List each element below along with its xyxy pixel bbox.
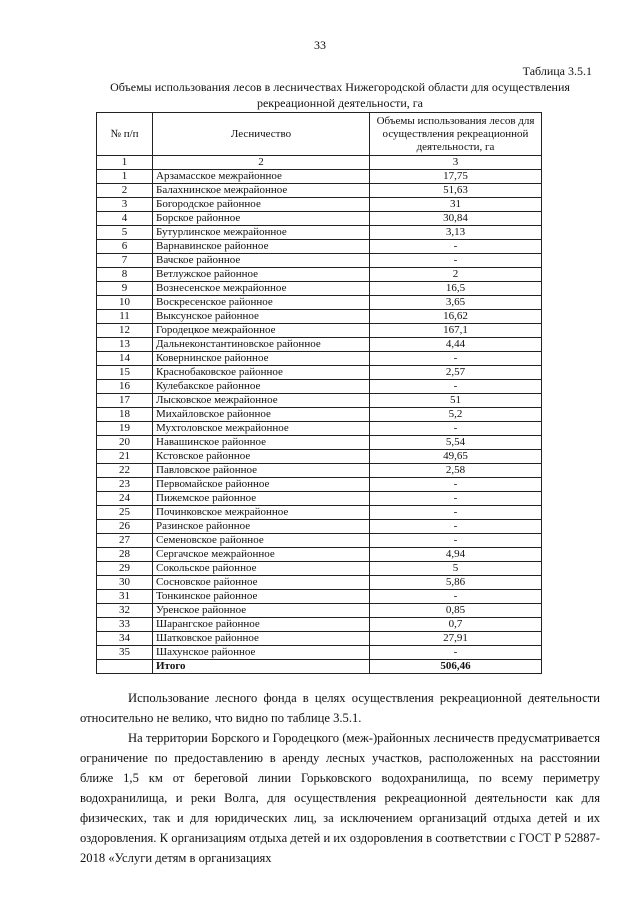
paragraph: На территории Борского и Городецкого (меж-)районных лесничеств предусматривается ограничение по предоставлению в аренду лесных участков, расположенных на расстоянии ближе 1,5 км от береговой линии Горьковского водохранилища, по всему периметру водохранилища, и реки Волга, для осуществления рекреационной деятельности как для физических, так и для юридических лиц, за исключением организаций отдыха детей и их оздоровления. К организациям отдыха детей и их оздоровления в соответствии с ГОСТ Р 52887-2018 «Услуги детям в организациях: [80, 731, 600, 865]
page-number: 33: [314, 38, 326, 52]
forestry-name: Тонкинское районное: [153, 590, 370, 604]
table-row: [97, 310, 542, 324]
table-row: [97, 352, 542, 366]
table-row: [97, 534, 542, 548]
volume-value: 31: [370, 198, 542, 212]
row-number: 32: [97, 604, 153, 618]
column-number: 2: [153, 156, 370, 170]
forestry-name: Воскресенское районное: [153, 296, 370, 310]
row-number: 2: [97, 184, 153, 198]
column-number: 3: [370, 156, 542, 170]
total-number-cell: [97, 660, 153, 674]
table-row: [97, 240, 542, 254]
table-row: [97, 184, 542, 198]
row-number: 14: [97, 352, 153, 366]
row-number: 13: [97, 338, 153, 352]
header-number: № п/п: [97, 113, 153, 156]
table-row: [97, 548, 542, 562]
volume-value: 27,91: [370, 632, 542, 646]
table-row: [97, 464, 542, 478]
forestry-name: Балахнинское межрайонное: [153, 184, 370, 198]
table-row: [97, 226, 542, 240]
forestry-name: Краснобаковское районное: [153, 366, 370, 380]
volume-value: 51: [370, 394, 542, 408]
table-row: [97, 268, 542, 282]
forestry-name: Ковернинское районное: [153, 352, 370, 366]
table-row: [97, 254, 542, 268]
volume-value: 30,84: [370, 212, 542, 226]
table-row: [97, 408, 542, 422]
row-number: 12: [97, 324, 153, 338]
row-number: 6: [97, 240, 153, 254]
volume-value: -: [370, 478, 542, 492]
row-number: 22: [97, 464, 153, 478]
column-number: 1: [97, 156, 153, 170]
volume-value: -: [370, 520, 542, 534]
table-row: [97, 170, 542, 184]
row-number: 5: [97, 226, 153, 240]
forestry-name: Варнавинское районное: [153, 240, 370, 254]
table-row: [97, 604, 542, 618]
table-header-row: [97, 113, 542, 156]
forestry-table: [96, 112, 542, 674]
row-number: 3: [97, 198, 153, 212]
volume-value: -: [370, 492, 542, 506]
body-text: [80, 688, 600, 868]
row-number: 20: [97, 436, 153, 450]
forestry-name: Шахунское районное: [153, 646, 370, 660]
forestry-name: Уренское районное: [153, 604, 370, 618]
forestry-name: Сергачское межрайонное: [153, 548, 370, 562]
forestry-name: Арзамасское межрайонное: [153, 170, 370, 184]
table-title: Объемы использования лесов в лесничествах Нижегородской области для осуществления рекреационной деятельности, га: [110, 80, 570, 110]
row-number: 27: [97, 534, 153, 548]
forestry-name: Павловское районное: [153, 464, 370, 478]
table-row: [97, 618, 542, 632]
volume-value: -: [370, 240, 542, 254]
table-row: [97, 296, 542, 310]
forestry-name: Разинское районное: [153, 520, 370, 534]
total-value: 506,46: [370, 660, 542, 674]
forestry-name: Пижемское районное: [153, 492, 370, 506]
forestry-name: Навашинское районное: [153, 436, 370, 450]
row-number: 7: [97, 254, 153, 268]
forestry-name: Сокольское районное: [153, 562, 370, 576]
row-number: 9: [97, 282, 153, 296]
table-row: [97, 450, 542, 464]
forestry-name: Шарангское районное: [153, 618, 370, 632]
volume-value: 2,57: [370, 366, 542, 380]
forestry-name: Городецкое межрайонное: [153, 324, 370, 338]
forestry-name: Мухтоловское межрайонное: [153, 422, 370, 436]
table-row: [97, 590, 542, 604]
volume-value: 17,75: [370, 170, 542, 184]
volume-value: 16,62: [370, 310, 542, 324]
volume-value: 5,54: [370, 436, 542, 450]
row-number: 33: [97, 618, 153, 632]
row-number: 10: [97, 296, 153, 310]
column-number-row: [97, 156, 542, 170]
row-number: 4: [97, 212, 153, 226]
paragraph: Использование лесного фонда в целях осуществления рекреационной деятельности относительно не велико, что видно по таблице 3.5.1.: [80, 691, 600, 725]
volume-value: -: [370, 352, 542, 366]
table-row: [97, 324, 542, 338]
row-number: 24: [97, 492, 153, 506]
table-row: [97, 338, 542, 352]
volume-value: 51,63: [370, 184, 542, 198]
volume-value: 3,13: [370, 226, 542, 240]
table-row: [97, 198, 542, 212]
table-row: [97, 436, 542, 450]
row-number: 8: [97, 268, 153, 282]
header-forestry: Лесничество: [153, 113, 370, 156]
volume-value: 4,44: [370, 338, 542, 352]
row-number: 19: [97, 422, 153, 436]
table-row: [97, 562, 542, 576]
table-row: [97, 478, 542, 492]
table-label: Таблица 3.5.1: [522, 64, 592, 78]
volume-value: 0,85: [370, 604, 542, 618]
forestry-name: Сосновское районное: [153, 576, 370, 590]
volume-value: 5: [370, 562, 542, 576]
row-number: 35: [97, 646, 153, 660]
forestry-name: Богородское районное: [153, 198, 370, 212]
table-row: [97, 394, 542, 408]
row-number: 25: [97, 506, 153, 520]
row-number: 15: [97, 366, 153, 380]
table-row: [97, 520, 542, 534]
total-row: [97, 660, 542, 674]
row-number: 31: [97, 590, 153, 604]
row-number: 17: [97, 394, 153, 408]
forestry-name: Дальнеконстантиновское районное: [153, 338, 370, 352]
row-number: 29: [97, 562, 153, 576]
forestry-name: Борское районное: [153, 212, 370, 226]
table-row: [97, 422, 542, 436]
forestry-name: Выксунское районное: [153, 310, 370, 324]
header-volume: Объемы использования лесов для осуществления рекреационной деятельности, га: [370, 113, 542, 156]
forestry-name: Кулебакское районное: [153, 380, 370, 394]
row-number: 28: [97, 548, 153, 562]
forestry-name: Михайловское районное: [153, 408, 370, 422]
row-number: 11: [97, 310, 153, 324]
volume-value: -: [370, 534, 542, 548]
forestry-name: Бутурлинское межрайонное: [153, 226, 370, 240]
volume-value: -: [370, 590, 542, 604]
forestry-name: Вознесенское межрайонное: [153, 282, 370, 296]
forestry-name: Вачское районное: [153, 254, 370, 268]
volume-value: 4,94: [370, 548, 542, 562]
forestry-name: Шатковское районное: [153, 632, 370, 646]
row-number: 26: [97, 520, 153, 534]
table-row: [97, 646, 542, 660]
row-number: 21: [97, 450, 153, 464]
volume-value: 49,65: [370, 450, 542, 464]
volume-value: 0,7: [370, 618, 542, 632]
forestry-name: Лысковское межрайонное: [153, 394, 370, 408]
total-label: Итого: [153, 660, 370, 674]
volume-value: 16,5: [370, 282, 542, 296]
forestry-name: Первомайское районное: [153, 478, 370, 492]
row-number: 30: [97, 576, 153, 590]
volume-value: -: [370, 380, 542, 394]
volume-value: -: [370, 422, 542, 436]
volume-value: 167,1: [370, 324, 542, 338]
volume-value: 2,58: [370, 464, 542, 478]
table-row: [97, 380, 542, 394]
table-body: [97, 170, 542, 660]
table-row: [97, 506, 542, 520]
row-number: 16: [97, 380, 153, 394]
table-row: [97, 576, 542, 590]
forestry-name: Ветлужское районное: [153, 268, 370, 282]
forestry-name: Кстовское районное: [153, 450, 370, 464]
table-row: [97, 492, 542, 506]
volume-value: 2: [370, 268, 542, 282]
table-row: [97, 366, 542, 380]
forestry-name: Починковское межрайонное: [153, 506, 370, 520]
table-row: [97, 632, 542, 646]
volume-value: 5,86: [370, 576, 542, 590]
row-number: 18: [97, 408, 153, 422]
volume-value: -: [370, 506, 542, 520]
volume-value: -: [370, 254, 542, 268]
forestry-name: Семеновское районное: [153, 534, 370, 548]
row-number: 34: [97, 632, 153, 646]
volume-value: -: [370, 646, 542, 660]
volume-value: 5,2: [370, 408, 542, 422]
row-number: 23: [97, 478, 153, 492]
volume-value: 3,65: [370, 296, 542, 310]
table-row: [97, 282, 542, 296]
table-row: [97, 212, 542, 226]
row-number: 1: [97, 170, 153, 184]
